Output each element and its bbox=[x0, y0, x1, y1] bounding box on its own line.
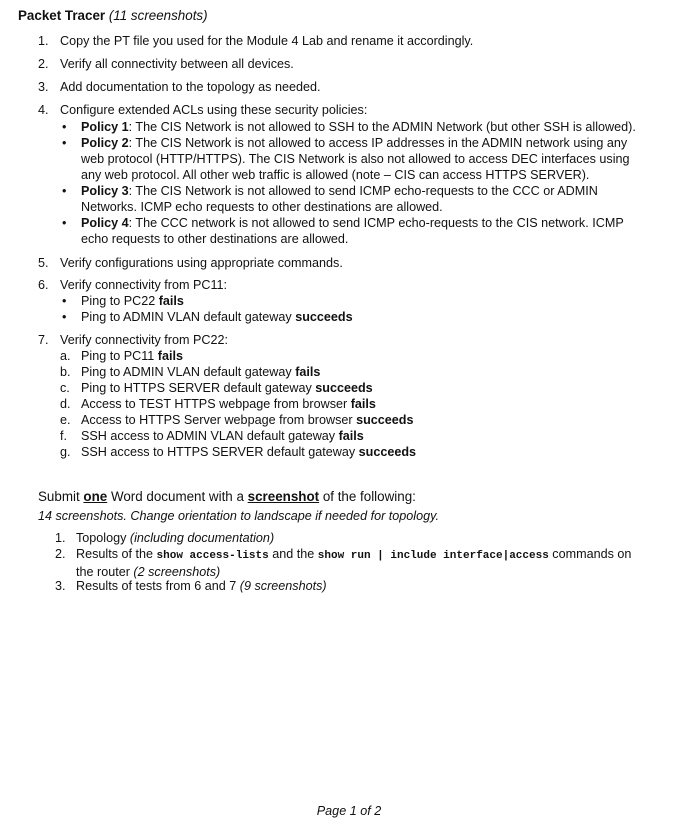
test-result: fails bbox=[157, 349, 183, 363]
submit-pre: Submit bbox=[38, 489, 84, 504]
test-result: fails bbox=[338, 429, 364, 443]
title-text: Packet Tracer bbox=[18, 8, 106, 23]
policy-text bbox=[81, 119, 651, 135]
step-text: Configure extended ACLs using these security policies: bbox=[60, 103, 368, 117]
test-result: succeeds bbox=[295, 310, 353, 324]
policy-label: Policy 4 bbox=[81, 216, 129, 230]
step-text: Verify connectivity from PC11: bbox=[60, 278, 228, 292]
test-letter: b. bbox=[60, 365, 71, 379]
submit-text bbox=[76, 530, 646, 546]
page-title bbox=[18, 8, 208, 24]
policy-body: : The CCC network is not allowed to send ICMP echo-requests to the CIS network. ICMP echo requests to other destinations are allowed. bbox=[81, 216, 624, 246]
test-description: SSH access to HTTPS SERVER default gateway bbox=[81, 445, 359, 459]
page-number: Page 1 of 2 bbox=[316, 804, 382, 818]
policy-label: Policy 3 bbox=[81, 184, 129, 198]
test-text bbox=[81, 364, 651, 380]
test-result: fails bbox=[158, 294, 184, 308]
test-letter: c. bbox=[60, 381, 70, 395]
test-text bbox=[81, 412, 651, 428]
submit-heading bbox=[38, 489, 416, 505]
submit-item-text: Results of tests from 6 and 7 bbox=[76, 579, 240, 593]
step-text: Verify configurations using appropriate commands. bbox=[60, 256, 343, 270]
submit-post: of the following: bbox=[319, 489, 416, 504]
step-number: 2. bbox=[38, 57, 49, 71]
submit-note: 14 screenshots. Change orientation to landscape if needed for topology. bbox=[38, 509, 439, 523]
test-description: Access to TEST HTTPS webpage from browser bbox=[81, 397, 351, 411]
bullet: • bbox=[62, 310, 67, 324]
test-description: Ping to PC11 bbox=[81, 349, 158, 363]
bullet: • bbox=[62, 216, 67, 230]
policy-label: Policy 2 bbox=[81, 136, 129, 150]
step-text: Verify all connectivity between all devices. bbox=[60, 57, 294, 71]
bullet: • bbox=[62, 294, 67, 308]
test-description: Access to HTTPS Server webpage from browser bbox=[81, 413, 357, 427]
command-show-run-include: show run | include interface|access bbox=[317, 550, 549, 562]
submit-item-italic: (including documentation) bbox=[129, 531, 275, 545]
step-text: Verify connectivity from PC22: bbox=[60, 333, 228, 347]
submit-item-text: Topology bbox=[76, 531, 130, 545]
step-number: 1. bbox=[38, 34, 49, 48]
test-result: fails bbox=[295, 365, 321, 379]
submit-item-mid: and the bbox=[268, 547, 318, 561]
policy-text bbox=[81, 135, 651, 183]
submit-item-italic: (2 screenshots) bbox=[133, 565, 221, 579]
submit-number: 3. bbox=[55, 579, 66, 593]
test-description: SSH access to ADMIN VLAN default gateway bbox=[81, 429, 339, 443]
test-result: fails bbox=[350, 397, 376, 411]
submit-text bbox=[76, 546, 646, 580]
test-text bbox=[81, 444, 651, 460]
submit-item-line2: the router bbox=[76, 565, 134, 579]
submit-item-post: commands on bbox=[548, 547, 632, 561]
policy-text bbox=[81, 183, 651, 215]
submit-item-italic: (9 screenshots) bbox=[239, 579, 327, 593]
test-letter: a. bbox=[60, 349, 71, 363]
test-text bbox=[81, 428, 651, 444]
policy-label: Policy 1 bbox=[81, 120, 129, 134]
test-text bbox=[81, 348, 651, 364]
test-description: Ping to ADMIN VLAN default gateway bbox=[81, 310, 296, 324]
policy-body: : The CIS Network is not allowed to access IP addresses in the ADMIN network using any web protocol (HTTP/HTTPS). The CIS Network is also not allowed to access DEC interfaces using any web protocol. All other web traffic is allowed (note – CIS can access HTTPS SERVER). bbox=[81, 136, 630, 182]
test-text bbox=[81, 396, 651, 412]
test-result: succeeds bbox=[315, 381, 373, 395]
policy-body: : The CIS Network is not allowed to SSH to the ADMIN Network (but other SSH is allowed). bbox=[128, 120, 636, 134]
step-text: Copy the PT file you used for the Module 4 Lab and rename it accordingly. bbox=[60, 34, 474, 48]
submit-screenshot: screenshot bbox=[247, 489, 320, 504]
test-text bbox=[81, 309, 651, 325]
test-text bbox=[81, 380, 651, 396]
step-text: Add documentation to the topology as needed. bbox=[60, 80, 321, 94]
test-letter: e. bbox=[60, 413, 71, 427]
test-letter: d. bbox=[60, 397, 71, 411]
bullet: • bbox=[62, 184, 67, 198]
test-letter: f. bbox=[60, 429, 67, 443]
submit-mid: Word document with a bbox=[107, 489, 248, 504]
test-result: succeeds bbox=[358, 445, 417, 459]
test-text bbox=[81, 293, 651, 309]
test-description: Ping to PC22 bbox=[81, 294, 159, 308]
step-number: 5. bbox=[38, 256, 49, 270]
step-number: 6. bbox=[38, 278, 49, 292]
title-count: (11 screenshots) bbox=[108, 8, 208, 23]
test-description: Ping to HTTPS SERVER default gateway bbox=[81, 381, 316, 395]
test-letter: g. bbox=[60, 445, 71, 459]
step-number: 7. bbox=[38, 333, 49, 347]
policy-text bbox=[81, 215, 651, 247]
test-result: succeeds bbox=[356, 413, 414, 427]
step-number: 4. bbox=[38, 103, 49, 117]
command-show-access-lists: show access-lists bbox=[156, 550, 269, 562]
policy-body: : The CIS Network is not allowed to send ICMP echo-requests to the CCC or ADMIN Networks. ICMP echo requests to other destinations are allowed. bbox=[81, 184, 598, 214]
bullet: • bbox=[62, 120, 67, 134]
step-number: 3. bbox=[38, 80, 49, 94]
submit-number: 1. bbox=[55, 531, 66, 545]
bullet: • bbox=[62, 136, 67, 150]
submit-number: 2. bbox=[55, 547, 66, 561]
submit-text bbox=[76, 578, 646, 594]
submit-one: one bbox=[83, 489, 108, 504]
test-description: Ping to ADMIN VLAN default gateway bbox=[81, 365, 296, 379]
submit-item-pre: Results of the bbox=[76, 547, 157, 561]
